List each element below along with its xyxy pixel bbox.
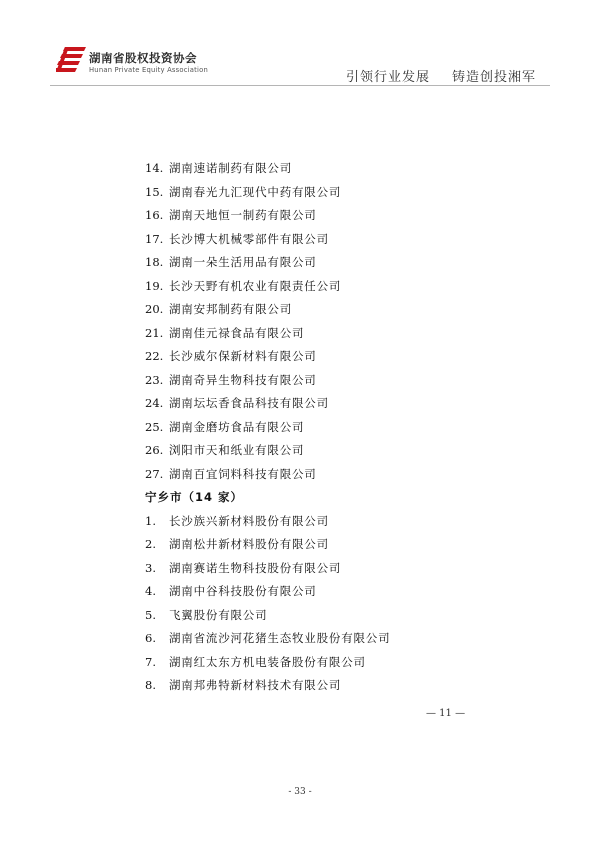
header-slogan: [346, 66, 536, 85]
item-number: 20.: [145, 302, 164, 316]
list-item: [145, 345, 525, 369]
list-item: [145, 369, 525, 393]
company-name: 湖南百宜饲料科技有限公司: [169, 466, 317, 481]
list-item: [145, 674, 525, 698]
list-item: [145, 533, 525, 557]
item-number: 16.: [145, 208, 164, 222]
item-number: 17.: [145, 231, 164, 246]
list-item: [145, 275, 525, 299]
slogan-left: 引领行业发展: [345, 70, 430, 85]
list-item: [145, 157, 525, 181]
item-number: 14.: [145, 161, 164, 175]
company-name: 长沙威尔保新材料有限公司: [169, 349, 317, 363]
list-item: [145, 651, 525, 675]
association-logo-icon: [56, 44, 86, 74]
list-item: [145, 228, 525, 252]
page-number: - 33 -: [288, 787, 312, 797]
item-number: 19.: [145, 278, 164, 293]
item-number: 21.: [145, 325, 164, 340]
company-name: 湖南省流沙河花猪生态牧业股份有限公司: [169, 631, 391, 645]
item-number: 15.: [145, 184, 164, 199]
company-list: [145, 157, 525, 698]
company-name: 湖南速诺制药有限公司: [169, 161, 292, 175]
company-name: 湖南金磨坊食品有限公司: [169, 419, 305, 434]
company-name: 浏阳市天和纸业有限公司: [169, 443, 305, 457]
list-item: [145, 557, 525, 581]
company-name: 长沙天野有机农业有限责任公司: [169, 278, 342, 293]
item-number: 23.: [145, 372, 164, 387]
list-item: [145, 627, 525, 651]
slogan-right: 铸造创投湘军: [451, 70, 536, 85]
list-item: [145, 251, 525, 275]
item-number: 25.: [145, 419, 164, 434]
page-header: [0, 0, 600, 90]
item-number: 26.: [145, 443, 164, 457]
item-number: 5.: [145, 607, 156, 622]
list-item: [145, 181, 525, 205]
list-item: [145, 392, 525, 416]
company-name: 长沙族兴新材料股份有限公司: [169, 513, 329, 528]
company-name: 湖南安邦制药有限公司: [169, 302, 292, 316]
company-name: 湖南奇异生物科技有限公司: [169, 372, 317, 387]
company-name: 湖南中谷科技股份有限公司: [169, 584, 317, 598]
item-number: 1.: [145, 513, 156, 528]
section-heading: 宁乡市（14 家）: [145, 490, 244, 504]
org-name-en: Hunan Private Equity Association: [89, 66, 208, 74]
company-name: 长沙博大机械零部件有限公司: [169, 231, 329, 246]
item-number: 3.: [145, 560, 156, 575]
list-item: [145, 580, 525, 604]
list-item: [145, 604, 525, 628]
inner-page-label: — 11 —: [426, 708, 466, 719]
list-item: [145, 204, 525, 228]
company-name: 湖南松井新材料股份有限公司: [169, 537, 329, 551]
item-number: 7.: [145, 654, 156, 669]
company-name: 湖南一朵生活用品有限公司: [169, 255, 317, 269]
company-name: 湖南春光九汇现代中药有限公司: [169, 184, 342, 199]
org-name-cn: 湖南省股权投资协会: [89, 51, 197, 65]
company-name: 飞翼股份有限公司: [169, 607, 268, 622]
item-number: 24.: [145, 396, 164, 410]
item-number: 2.: [145, 537, 156, 551]
company-name: 湖南邦弗特新材料技术有限公司: [169, 678, 342, 692]
list-item: [145, 322, 525, 346]
item-number: 18.: [145, 255, 164, 269]
company-name: 湖南佳元禄食品有限公司: [169, 325, 305, 340]
item-number: 27.: [145, 466, 164, 481]
list-item: [145, 439, 525, 463]
list-item: [145, 416, 525, 440]
list-item: [145, 463, 525, 487]
list-item: [145, 510, 525, 534]
company-name: 湖南天地恒一制药有限公司: [169, 208, 317, 222]
item-number: 22.: [145, 349, 164, 363]
company-name: 湖南坛坛香食品科技有限公司: [169, 396, 329, 410]
item-number: 6.: [145, 631, 156, 645]
company-name: 湖南赛诺生物科技股份有限公司: [169, 560, 342, 575]
item-number: 4.: [145, 584, 156, 598]
list-item: [145, 298, 525, 322]
header-divider: [50, 85, 550, 86]
company-name: 湖南红太东方机电装备股份有限公司: [169, 654, 366, 669]
item-number: 8.: [145, 678, 156, 692]
